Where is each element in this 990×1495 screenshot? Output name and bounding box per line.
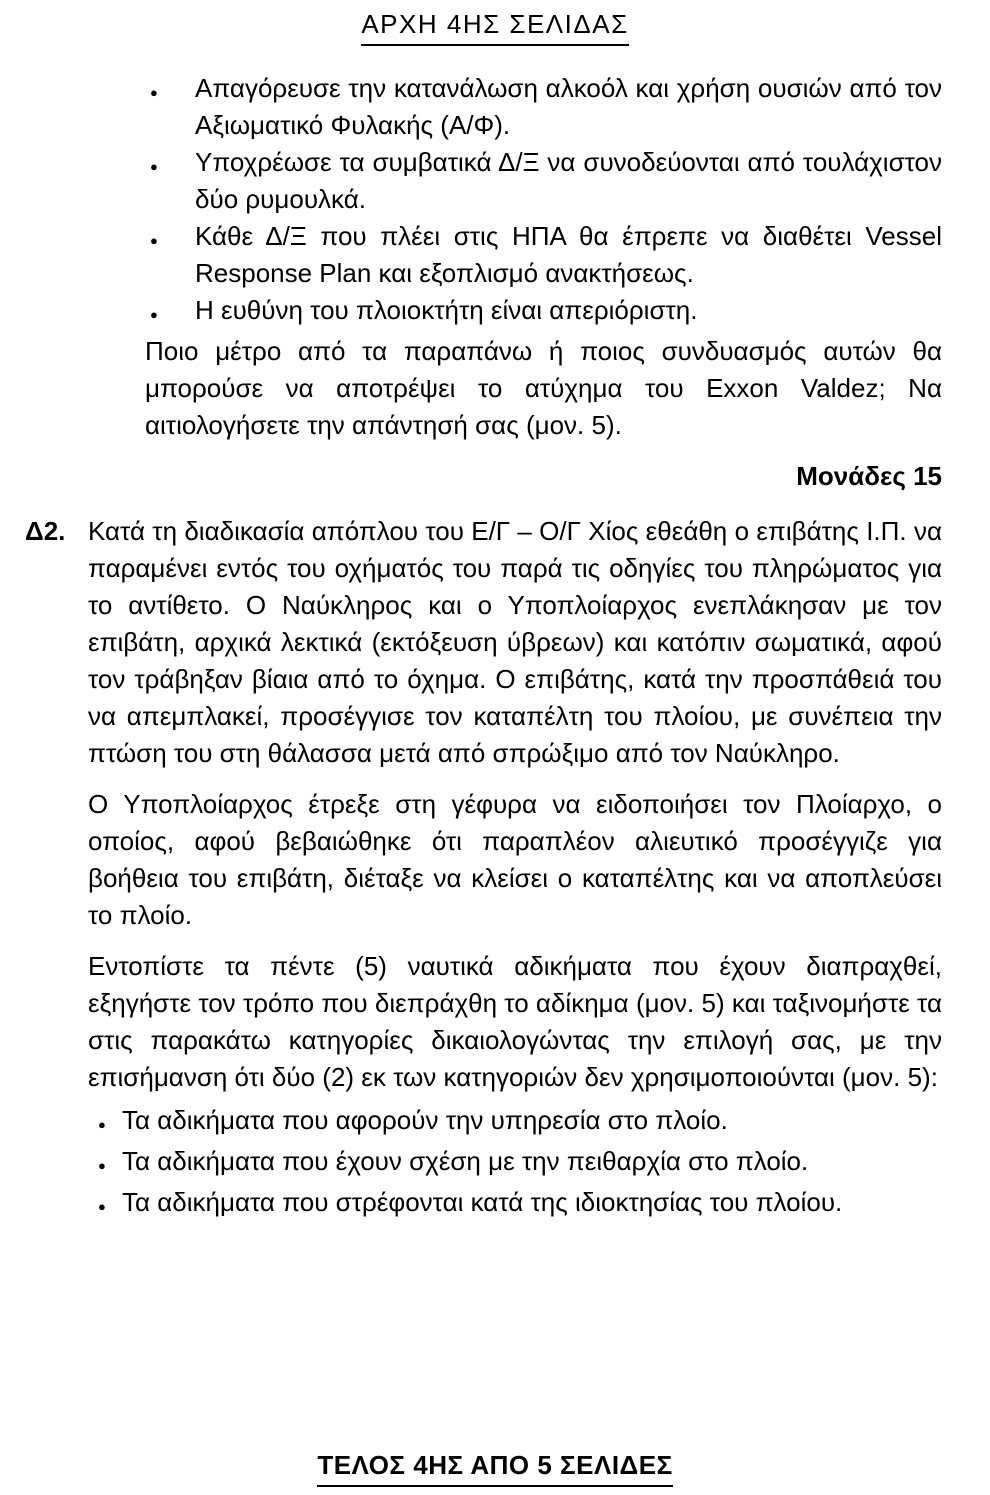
page-header <box>50 6 940 46</box>
page-header-text: ΑΡΧΗ 4ΗΣ ΣΕΛΙΔΑΣ <box>361 6 628 46</box>
list-item <box>88 1143 942 1184</box>
list-item <box>88 1102 942 1143</box>
paragraph: Εντοπίστε τα πέντε (5) ναυτικά αδικήματα που έχουν διαπραχθεί, εξηγήστε τον τρόπο που διεπράχθη το αδίκημα (μον. 5) και ταξινομήστε τα στις παρακάτω κατηγορίες δικαιολογώντας την επιλογή σας, με την επισήμανση ότι δύο (2) εκ των κατηγοριών δεν χρησιμοποιούνται (μον. 5): <box>88 951 942 1092</box>
bullet-text: Τα αδικήματα που στρέφονται κατά της ιδιοκτησίας του πλοίου. <box>122 1187 843 1217</box>
question-body <box>88 513 942 1225</box>
paragraph: Ο Υποπλοίαρχος έτρεξε στη γέφυρα να ειδοποιήσει τον Πλοίαρχο, ο οποίος, αφού βεβαιώθηκε ότι παραπλέον αλιευτικό προσέγγιζε για βοήθεια του επιβάτη, διέταξε να κλείσει ο καταπέλτης και να αποπλεύσει το πλοίο. <box>88 789 942 930</box>
question-paragraph: Ποιο μέτρο από τα παραπάνω ή ποιος συνδυασμός αυτών θα μπορούσε να αποτρέψει το ατύχημα του Exxon Valdez; Να αιτιολογήσετε την απάντησή σας (μον. 5). <box>145 336 942 440</box>
bullet-icon: ● <box>98 1158 106 1173</box>
list-item <box>145 70 942 144</box>
measures-bullet-list <box>145 70 942 333</box>
bullet-text: Τα αδικήματα που έχουν σχέση με την πειθαρχία στο πλοίο. <box>122 1146 809 1176</box>
marks-label: Μονάδες 15 <box>796 461 942 491</box>
bullet-text: Υποχρέωσε τα συμβατικά Δ/Ξ να συνοδεύονται από τουλάχιστον δύο ρυμουλκά. <box>195 147 942 214</box>
question-number: Δ2. <box>25 516 66 546</box>
bullet-icon: ● <box>98 1117 106 1132</box>
section-d2 <box>25 513 942 1225</box>
bullet-text: Κάθε Δ/Ξ που πλέει στις ΗΠΑ θα έπρεπε να διαθέτει Vessel Response Plan και εξοπλισμό ανακτήσεως. <box>195 221 942 288</box>
bullet-icon: ● <box>98 1199 106 1214</box>
bullet-icon: ● <box>150 307 158 322</box>
bullet-icon: ● <box>150 159 158 174</box>
bullet-text: Απαγόρευσε την κατανάλωση αλκοόλ και χρήση ουσιών από τον Αξιωματικό Φυλακής (Α/Φ). <box>195 73 942 140</box>
list-item <box>145 292 942 333</box>
bullet-icon: ● <box>150 85 158 100</box>
categories-bullet-list <box>88 1102 942 1225</box>
bullet-text: Τα αδικήματα που αφορούν την υπηρεσία στο πλοίο. <box>122 1105 728 1135</box>
list-item <box>88 1184 942 1225</box>
page-footer-text: ΤΕΛΟΣ 4ΗΣ ΑΠΟ 5 ΣΕΛΙΔΕΣ <box>317 1447 672 1487</box>
list-item <box>145 218 942 292</box>
list-item <box>145 144 942 218</box>
paragraph: Κατά τη διαδικασία απόπλου του Ε/Γ – Ο/Γ Χίος εθεάθη ο επιβάτης Ι.Π. να παραμένει εντός του οχήματός του παρά τις οδηγίες του πληρώματος για το αντίθετο. Ο Ναύκληρος και ο Υποπλοίαρχος ενεπλάκησαν με τον επιβάτη, αρχικά λεκτικά (εκτόξευση ύβρεων) και κατόπιν σωματικά, αφού τον τράβηξαν βίαια από το όχημα. Ο επιβάτης, κατά την προσπάθειά του να απεμπλακεί, προσέγγισε τον καταπέλτη του πλοίου, με συνέπεια την πτώση του στη θάλασσα μετά από σπρώξιμο από τον Ναύκληρο. <box>88 516 942 768</box>
page-footer <box>0 1447 990 1487</box>
bullet-text: Η ευθύνη του πλοιοκτήτη είναι απεριόριστη. <box>195 295 698 325</box>
bullet-icon: ● <box>150 233 158 248</box>
